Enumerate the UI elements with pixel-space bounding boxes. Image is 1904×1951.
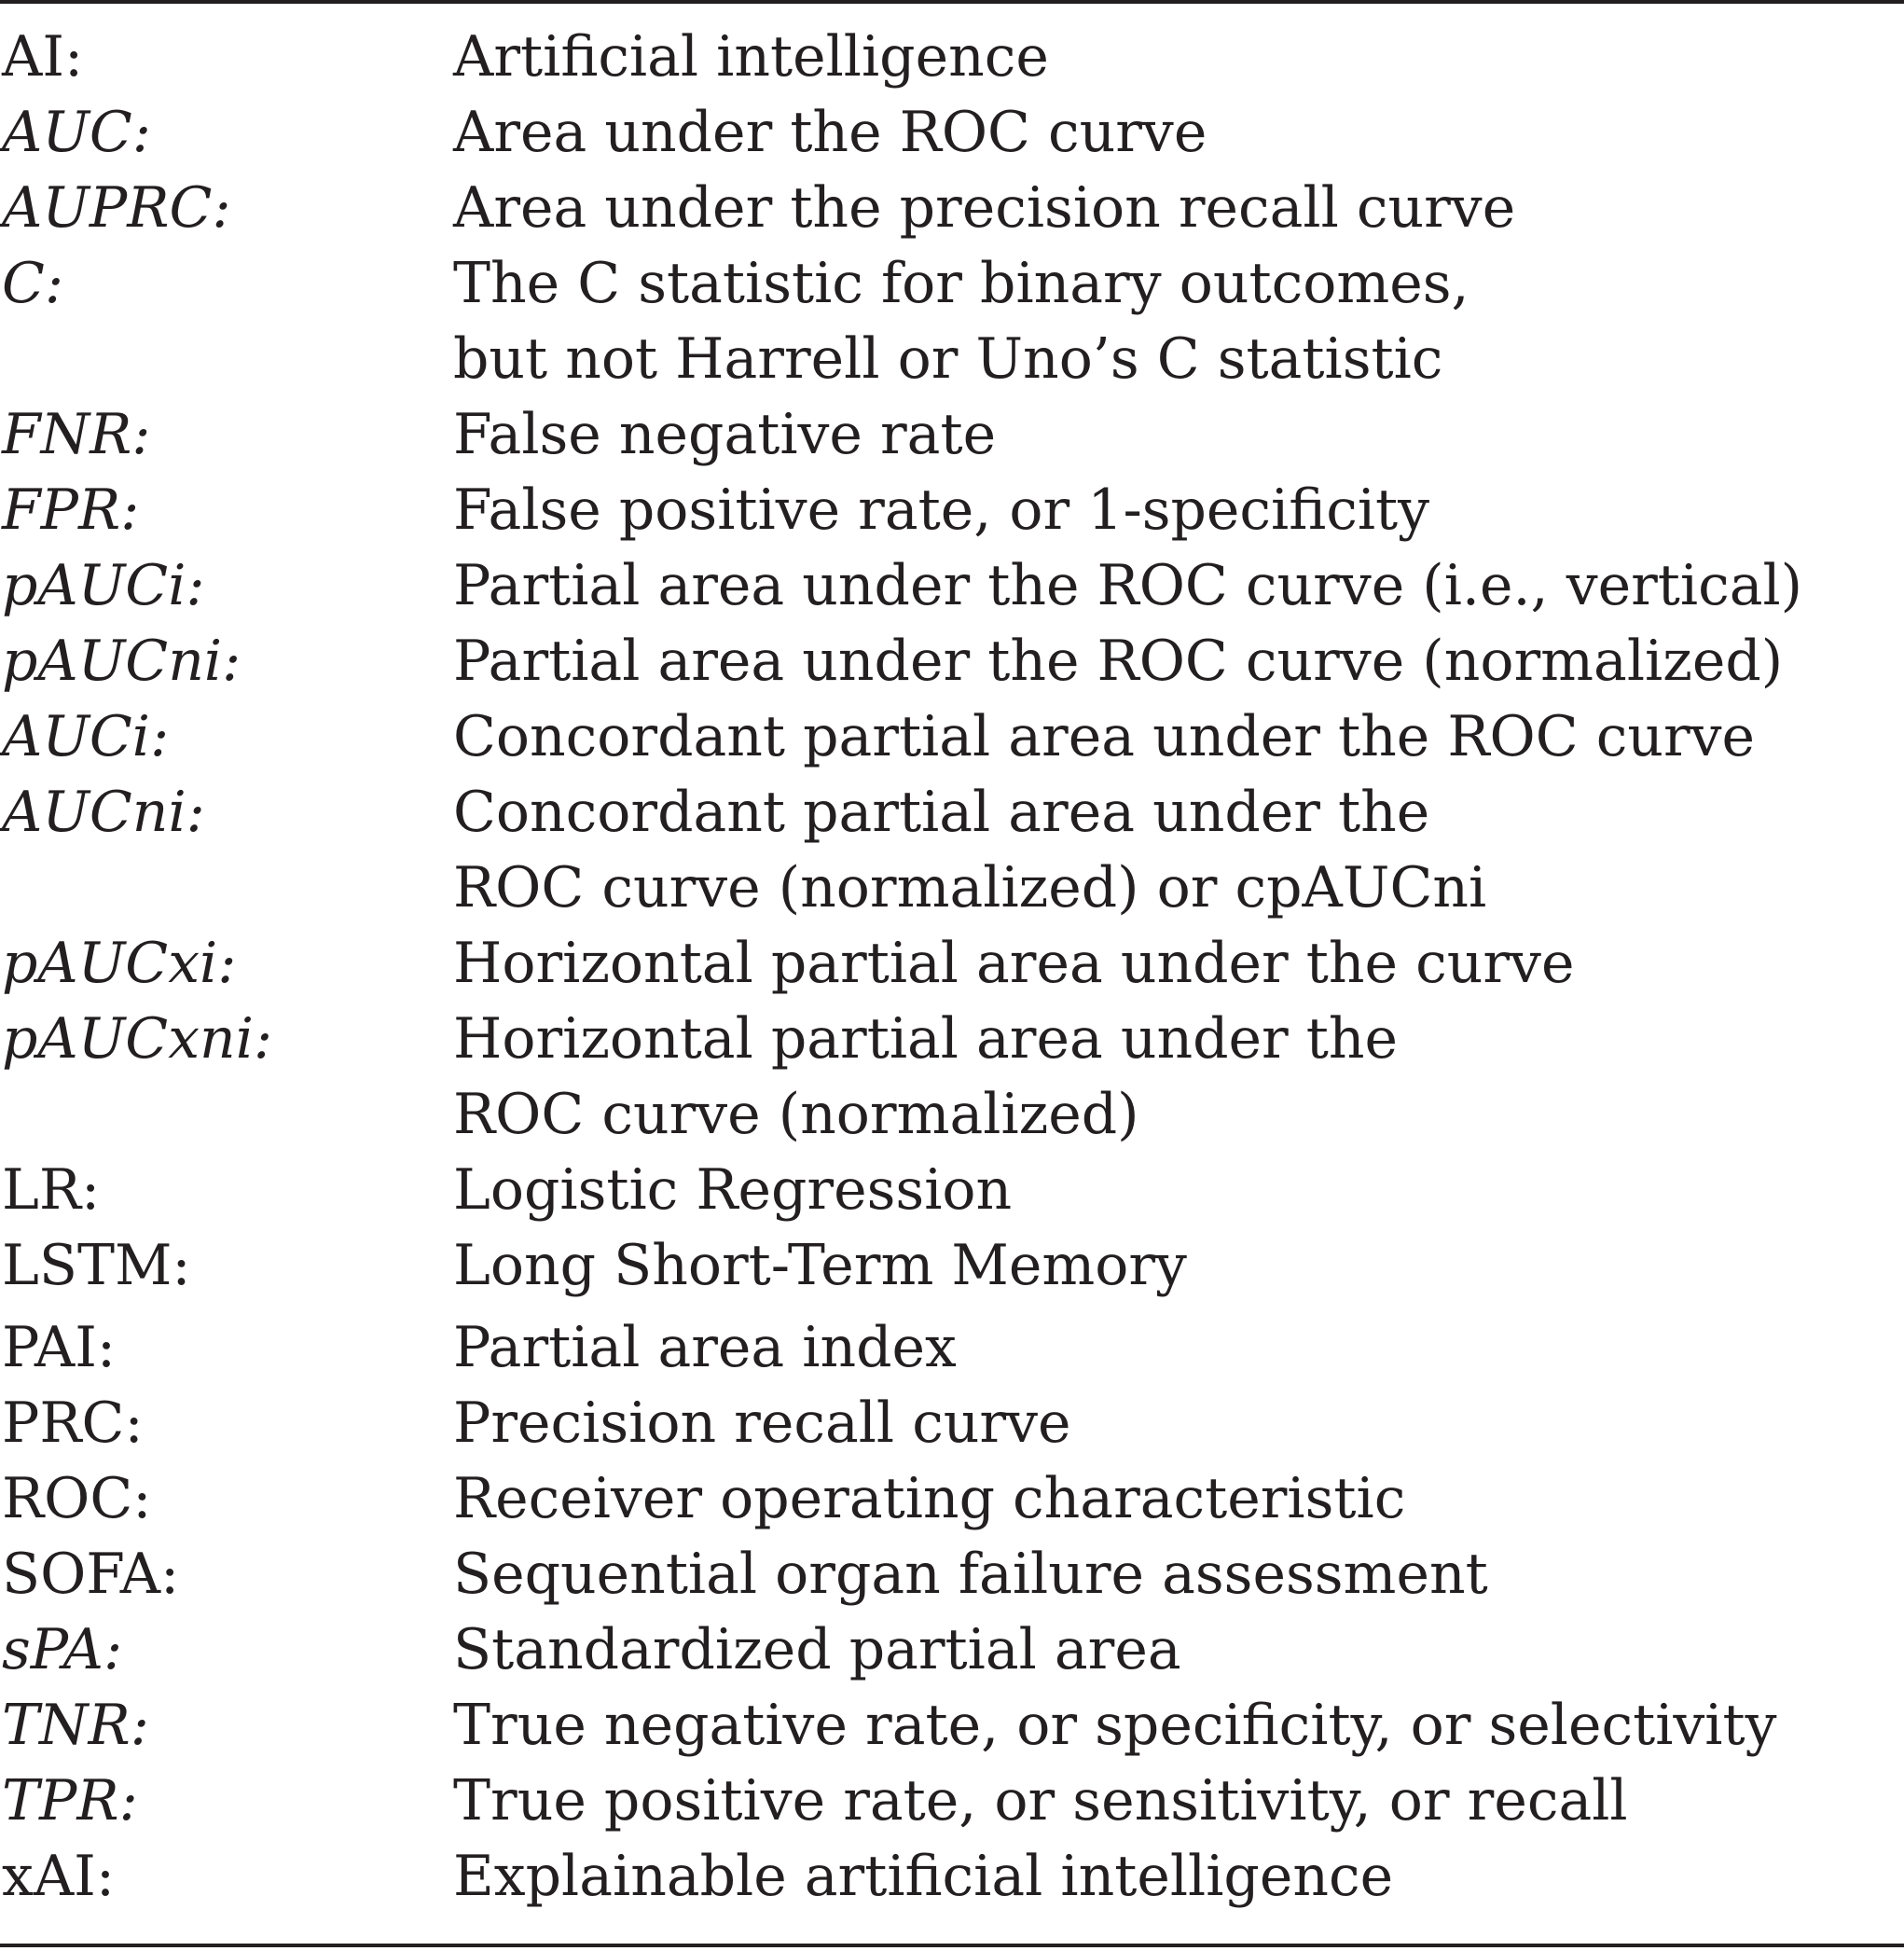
definition-line: Standardized partial area	[453, 1617, 1181, 1682]
top-rule	[0, 0, 1904, 4]
definition-line: Logistic Regression	[453, 1157, 1013, 1223]
abbr-aucni: AUCni:	[2, 780, 205, 845]
def-roc	[453, 1461, 1894, 1537]
abbr-pai: PAI:	[2, 1315, 117, 1380]
abbr-tnr: TNR:	[2, 1693, 149, 1758]
def-auprc	[453, 171, 1894, 246]
bottom-rule	[0, 1944, 1904, 1947]
abbr-paucni: pAUCni:	[2, 629, 241, 694]
def-xai	[453, 1839, 1894, 1915]
abbr-lstm: LSTM:	[2, 1233, 191, 1298]
definition-line: Concordant partial area under the ROC curve	[453, 704, 1756, 769]
definition-line: Receiver operating characteristic	[453, 1466, 1406, 1531]
def-paucni	[453, 624, 1894, 699]
definition-line: Partial area under the ROC curve (i.e., vertical)	[453, 553, 1803, 618]
abbr-ai: AI:	[2, 24, 84, 90]
def-fpr	[453, 473, 1894, 548]
definition-line: Area under the precision recall curve	[453, 175, 1516, 241]
abbr-roc: ROC:	[2, 1466, 152, 1531]
def-auci	[453, 699, 1894, 775]
abbr-lr: LR:	[2, 1157, 101, 1223]
definition-line: Concordant partial area under the	[453, 780, 1430, 845]
abbr-paucxni: pAUCxni:	[2, 1006, 273, 1072]
def-tpr	[453, 1764, 1894, 1839]
def-fnr	[453, 397, 1894, 473]
abbr-auci: AUCi:	[2, 704, 170, 769]
def-aucni	[453, 775, 1894, 926]
definition-line: The C statistic for binary outcomes,	[453, 251, 1469, 316]
definition-line: Partial area under the ROC curve (normalized)	[453, 629, 1784, 694]
abbr-paucxi: pAUCxi:	[2, 931, 237, 996]
abbr-fnr: FNR:	[2, 402, 151, 467]
definition-line: but not Harrell or Uno’s C statistic	[453, 326, 1443, 392]
definition-line: Long Short-Term Memory	[453, 1233, 1187, 1298]
definition-line: True positive rate, or sensitivity, or recall	[453, 1768, 1628, 1833]
definition-line: ROC curve (normalized) or cpAUCni	[453, 855, 1487, 920]
abbr-tpr: TPR:	[2, 1768, 138, 1833]
def-c	[453, 246, 1894, 397]
definition-line: Area under the ROC curve	[453, 100, 1207, 165]
definition-line: Horizontal partial area under the	[453, 1006, 1399, 1072]
def-tnr	[453, 1688, 1894, 1764]
definition-line: Explainable artificial intelligence	[453, 1844, 1394, 1909]
def-prc	[453, 1386, 1894, 1461]
definition-line: Precision recall curve	[453, 1391, 1071, 1456]
abbr-auprc: AUPRC:	[2, 175, 231, 241]
definition-line: False negative rate	[453, 402, 997, 467]
def-paucxi	[453, 926, 1894, 1002]
abbr-sofa: SOFA:	[2, 1542, 180, 1607]
abbr-c: C:	[2, 251, 64, 316]
def-pauci	[453, 548, 1894, 624]
definition-line: Partial area index	[453, 1315, 957, 1380]
abbr-pauci: pAUCi:	[2, 553, 205, 618]
definition-line: False positive rate, or 1-specificity	[453, 477, 1430, 543]
def-spa	[453, 1612, 1894, 1688]
def-auc	[453, 95, 1894, 171]
definition-line: Sequential organ failure assessment	[453, 1542, 1488, 1607]
abbr-auc: AUC:	[2, 100, 152, 165]
definition-line: True negative rate, or specificity, or selectivity	[453, 1693, 1777, 1758]
def-ai	[453, 20, 1894, 95]
def-sofa	[453, 1537, 1894, 1612]
abbr-fpr: FPR:	[2, 477, 140, 543]
abbr-spa: sPA:	[2, 1617, 123, 1682]
def-paucxni	[453, 1002, 1894, 1153]
definition-line: Artificial intelligence	[453, 24, 1049, 90]
definition-line: Horizontal partial area under the curve	[453, 931, 1575, 996]
definition-line: ROC curve (normalized)	[453, 1082, 1139, 1147]
abbr-xai: xAI:	[2, 1844, 116, 1909]
def-pai	[453, 1310, 1894, 1386]
def-lr	[453, 1153, 1894, 1228]
abbr-prc: PRC:	[2, 1391, 144, 1456]
def-lstm	[453, 1228, 1894, 1304]
